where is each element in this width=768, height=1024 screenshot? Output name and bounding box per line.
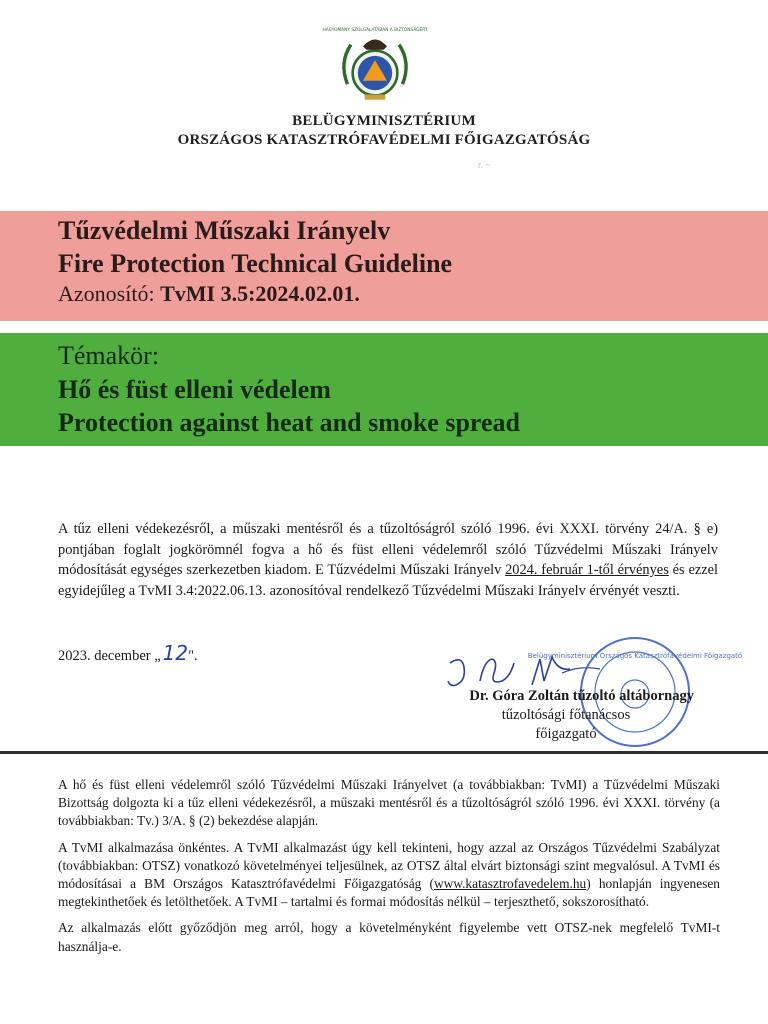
identifier-label: Azonosító: — [58, 281, 161, 306]
faint-mark: r. ~ — [478, 160, 491, 170]
agency-emblem-logo — [322, 24, 428, 110]
topic-english: Protection against heat and smoke spread — [58, 408, 520, 437]
website-link[interactable]: www.katasztrofavedelem.hu — [433, 876, 587, 892]
directorate-name: ORSZÁGOS KATASZTRÓFAVÉDELMI FŐIGAZGATÓSÁG — [177, 132, 591, 148]
ministry-name: BELÜGYMINISZTÉRIUM — [292, 113, 476, 129]
svg-text:Belügyminisztérium Országos Ka: Belügyminisztérium Országos Katasztrófavédelmi Főigazgató — [527, 652, 743, 660]
issuance-text-a: A tűz elleni védekezésről, a műszaki mentésről és a tűzoltóságról szóló 1996. évi XXXI. törvény 24/A. § e) pontjában foglalt jogkörömnél fogva a hő és füst elleni védelemről szóló Tűzvédelmi Műszaki Irányelv módosítását egységes szerkezetben kiadom. E Tűzvédelmi Műszaki Irányelv — [58, 521, 718, 578]
identifier-value: TvMI 3.5:2024.02.01. — [160, 281, 360, 306]
footer-notes — [58, 776, 720, 964]
topic-hungarian: Hő és füst elleni védelem — [58, 375, 331, 404]
validity-date: 2024. február 1-től érvényes — [505, 562, 669, 578]
footer-p2-text-b: ) honlapján ingyenesen megtekinthetőek és letölthetőek. A TvMI – tartalmi és formai módosítás nélkül – terjeszthető, sokszorosítható. — [58, 876, 720, 910]
topic-label: Témakör: — [58, 341, 160, 370]
date-prefix: 2023. december „ — [58, 648, 161, 664]
title-english: Fire Protection Technical Guideline — [58, 249, 453, 278]
footer-paragraph-1: A hő és füst elleni védelemről szóló Tűzvédelmi Műszaki Irányelvet (a továbbiakban: TvMI) a Tűzvédelmi Műszaki Bizottság dolgozta ki a tűz elleni védekezésről, a műszaki mentésről és a tűzoltóságról szóló 1996. évi XXXI. törvény (a továbbiakban: Tv.) 3/A. § (2) bekezdése alapján. — [58, 777, 720, 829]
issuance-paragraph — [58, 519, 718, 601]
handwritten-day: 12 — [162, 641, 189, 665]
guideline-title-band — [0, 211, 768, 321]
signatory-title-1: tűzoltósági főtanácsos — [501, 707, 631, 723]
topic-band — [0, 333, 768, 446]
signatory-name: Dr. Góra Zoltán tűzoltó altábornagy — [469, 688, 694, 704]
signatory-title-2: főigazgató — [535, 726, 597, 742]
issue-date — [58, 641, 198, 665]
section-divider — [0, 751, 768, 754]
footer-paragraph-2 — [58, 839, 720, 912]
issuance-text-b: és ezzel egyidejűleg a TvMI 3.4:2022.06.13. azonosítóval rendelkező Tűzvédelmi Műszaki Irányelv érvényét veszti. — [58, 562, 718, 599]
identifier-line — [58, 281, 360, 307]
date-suffix: ". — [188, 648, 198, 664]
title-hungarian: Tűzvédelmi Műszaki Irányelv — [58, 216, 391, 245]
footer-p2-text-a: A TvMI alkalmazása önkéntes. A TvMI alkalmazást úgy kell tekinteni, hogy azzal az Országos Tűzvédelmi Szabályzat (továbbiakban: OTSZ) vonatkozó követelményei teljesülnek, az OTSZ által elvárt biztonsági szint megvalósul. A TvMI és módosításai a BM Országos Katasztrófavédelmi Főigazgatóság ( — [58, 839, 720, 892]
svg-text:HAGYOMÁNY SZOLGÁLATÁBAN A BIZT: HAGYOMÁNY SZOLGÁLATÁBAN A BIZTONSÁGÉRT — [322, 27, 428, 33]
footer-paragraph-3: Az alkalmazás előtt győződjön meg arról, hogy a követelményként figyelembe vett OTSZ-nek megfelelő TvMI-t használja-e. — [58, 920, 720, 954]
